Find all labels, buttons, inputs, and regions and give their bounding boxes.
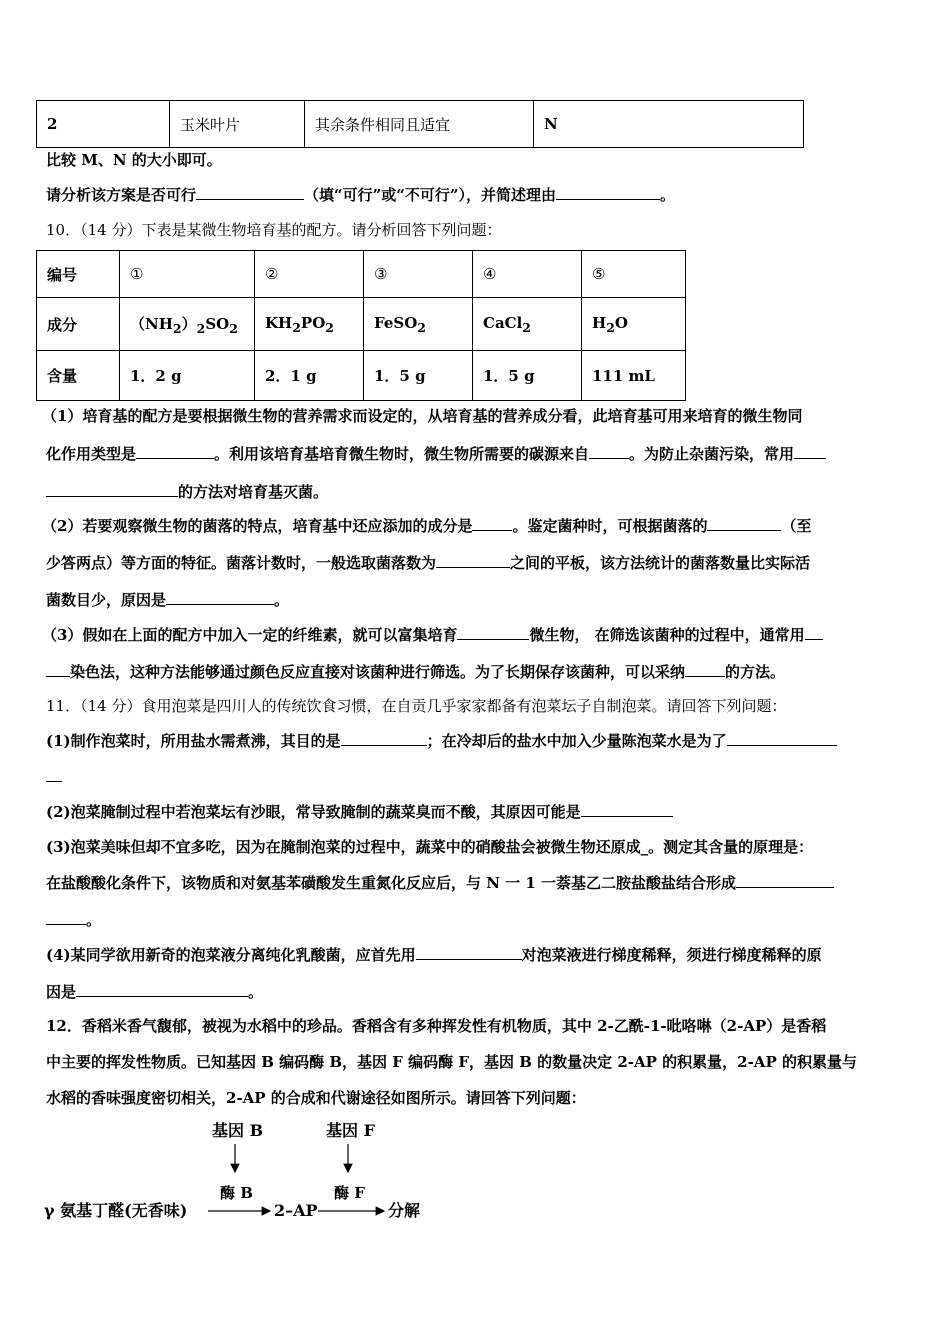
component-cell: FeSO$_2$	[364, 298, 473, 351]
experiment-table-row	[36, 100, 804, 148]
q11-s4-line2: 因是 。	[46, 983, 264, 1001]
header-cell: ②	[255, 251, 364, 298]
component-cell: $KH_2PO_2$	[255, 298, 364, 351]
answer-blank[interactable]	[581, 802, 673, 817]
q12-line2: 中主要的挥发性物质。已知基因 B 编码酶 B，基因 F 编码酶 F，基因 B 的数量决定 2-AP 的积累量，2-AP 的积累量与	[46, 1053, 857, 1071]
q11-s1-cont	[46, 767, 62, 787]
header-cell: ③	[364, 251, 473, 298]
answer-blank[interactable]	[685, 662, 725, 677]
header-cell: 编号	[37, 251, 120, 298]
amount-cell: 2．1 g	[255, 351, 364, 401]
q11-s1: (1)制作泡菜时，所用盐水需煮沸，其目的是 ；在冷却后的盐水中加入少量陈泡菜水是为了	[46, 731, 837, 751]
medium-table	[36, 250, 686, 401]
answer-blank[interactable]	[589, 444, 629, 459]
q11-s4-line1: (4)某同学欲用新奇的泡菜液分离纯化乳酸菌，应首先用 对泡菜液进行梯度稀释，须进行梯度稀释的原	[46, 946, 822, 964]
answer-blank[interactable]	[472, 516, 512, 531]
answer-blank[interactable]	[416, 945, 522, 960]
row-label: 成分	[37, 298, 120, 351]
q10-p1-line2: 化作用类型是 。利用该培育基培育微生物时，微生物所需要的碳源来自 。为防止杂菌污染，常用	[46, 444, 826, 464]
q10-title: 10．（14 分）下表是某微生物培育基的配方。请分析回答下列问题：	[46, 221, 502, 239]
q10-p2-line1: （2）若要观察微生物的菌落的特点，培育基中还应添加的成分是 。鉴定菌种时，可根据菌落的 （至	[42, 517, 812, 535]
answer-blank[interactable]	[341, 731, 427, 746]
q12-line1: 12．香稻米香气馥郁，被视为水稻中的珍品。香稻含有多种挥发性有机物质，其中 2-乙酰-1-吡咯啉（2-AP）是香稻	[46, 1017, 827, 1035]
answer-blank[interactable]	[727, 731, 837, 746]
substrate-label: γ 氨基丁醛(无香味)	[44, 1201, 188, 1220]
answer-blank[interactable]	[805, 625, 823, 640]
answer-blank[interactable]	[736, 873, 834, 888]
table-cell: 玉米叶片	[170, 101, 305, 148]
pathway-diagram	[44, 1118, 464, 1228]
answer-blank[interactable]	[196, 185, 304, 200]
table-cell: 其余条件相同且适宜	[305, 101, 534, 148]
component-cell: CaCl$_2$	[473, 298, 582, 351]
answer-blank[interactable]	[794, 444, 826, 459]
answer-blank[interactable]	[46, 767, 62, 782]
q11-s3-line1: (3)泡菜美味但却不宜多吃，因为在腌制泡菜的过程中，蔬菜中的硝酸盐会被微生物还原成_。测定其含量的原理是：	[46, 838, 814, 856]
component-cell: $(NH_2)_2SO_2$	[120, 298, 255, 351]
gene-f-label: 基因 F	[326, 1121, 375, 1140]
enzyme-b-label: 酶 B	[220, 1184, 253, 1202]
q10-p2-line3: 菌数目少，原因是 。	[46, 591, 290, 609]
q10-p2-line2: 少答两点）等方面的特征。菌落计数时，一般选取菌落数为 之间的平板，该方法统计的菌落数量比实际活	[46, 554, 811, 572]
q11-s3-line3: 。	[46, 910, 101, 930]
product-label: 2–AP	[274, 1201, 318, 1220]
answer-blank[interactable]	[76, 982, 248, 997]
answer-blank[interactable]	[457, 625, 529, 640]
answer-blank[interactable]	[707, 516, 781, 531]
gene-b-label: 基因 B	[212, 1121, 264, 1140]
table-cell: N	[534, 101, 804, 148]
component-cell: $H_2O$	[582, 298, 686, 351]
amount-cell: 1．5 g	[473, 351, 582, 401]
amount-cell: 1．2 g	[120, 351, 255, 401]
q9-question: 请分析该方案是否可行 （填“可行”或“不可行”），并简述理由 。	[46, 186, 676, 204]
header-cell: ⑤	[582, 251, 686, 298]
amount-cell: 111 mL	[582, 351, 686, 401]
q10-p1-line1: （1）培育基的配方是要根据微生物的营养需求而设定的，从培育基的营养成分看，此培育基可用来培育的微生物同	[42, 407, 803, 425]
answer-blank[interactable]	[136, 444, 214, 459]
answer-blank[interactable]	[166, 590, 274, 605]
q11-s2: (2)泡菜腌制过程中若泡菜坛有沙眼，常导致腌制的蔬菜臭而不酸，其原因可能是	[46, 802, 673, 822]
decompose-label: 分解	[388, 1201, 421, 1220]
answer-blank[interactable]	[436, 553, 510, 568]
table-cell: 2	[37, 101, 170, 148]
q10-p3-line1: （3）假如在上面的配方中加入一定的纤维素，就可以富集培育 微生物， 在筛选该菌种的过程中，通常用	[42, 625, 823, 645]
amount-cell: 1．5 g	[364, 351, 473, 401]
q11-s3-line2: 在盐酸酸化条件下，该物质和对氨基苯磺酸发生重氮化反应后，与 N 一 1 一萘基乙二胺盐酸盐结合形成	[46, 873, 834, 893]
row-label: 含量	[37, 351, 120, 401]
header-cell: ④	[473, 251, 582, 298]
answer-blank[interactable]	[46, 482, 178, 497]
q11-title: 11．（14 分）食用泡菜是四川人的传统饮食习惯，在自贡几乎家家都备有泡菜坛子自制泡菜。请回答下列问题：	[46, 697, 787, 715]
enzyme-f-label: 酶 F	[334, 1184, 365, 1202]
answer-blank[interactable]	[556, 185, 660, 200]
answer-blank[interactable]	[46, 662, 70, 677]
header-cell: ①	[120, 251, 255, 298]
q10-p3-line2: 染色法，这种方法能够通过颜色反应直接对该菌种进行筛选。为了长期保存该菌种，可以采纳 的方法。	[46, 662, 785, 682]
answer-blank[interactable]	[46, 910, 86, 925]
q12-line3: 水稻的香味强度密切相关，2-AP 的合成和代谢途径如图所示。请回答下列问题：	[46, 1089, 586, 1107]
q10-p1-line3: 的方法对培育基灭菌。	[46, 482, 328, 502]
compare-text: 比较 M、N 的大小即可。	[46, 151, 222, 169]
